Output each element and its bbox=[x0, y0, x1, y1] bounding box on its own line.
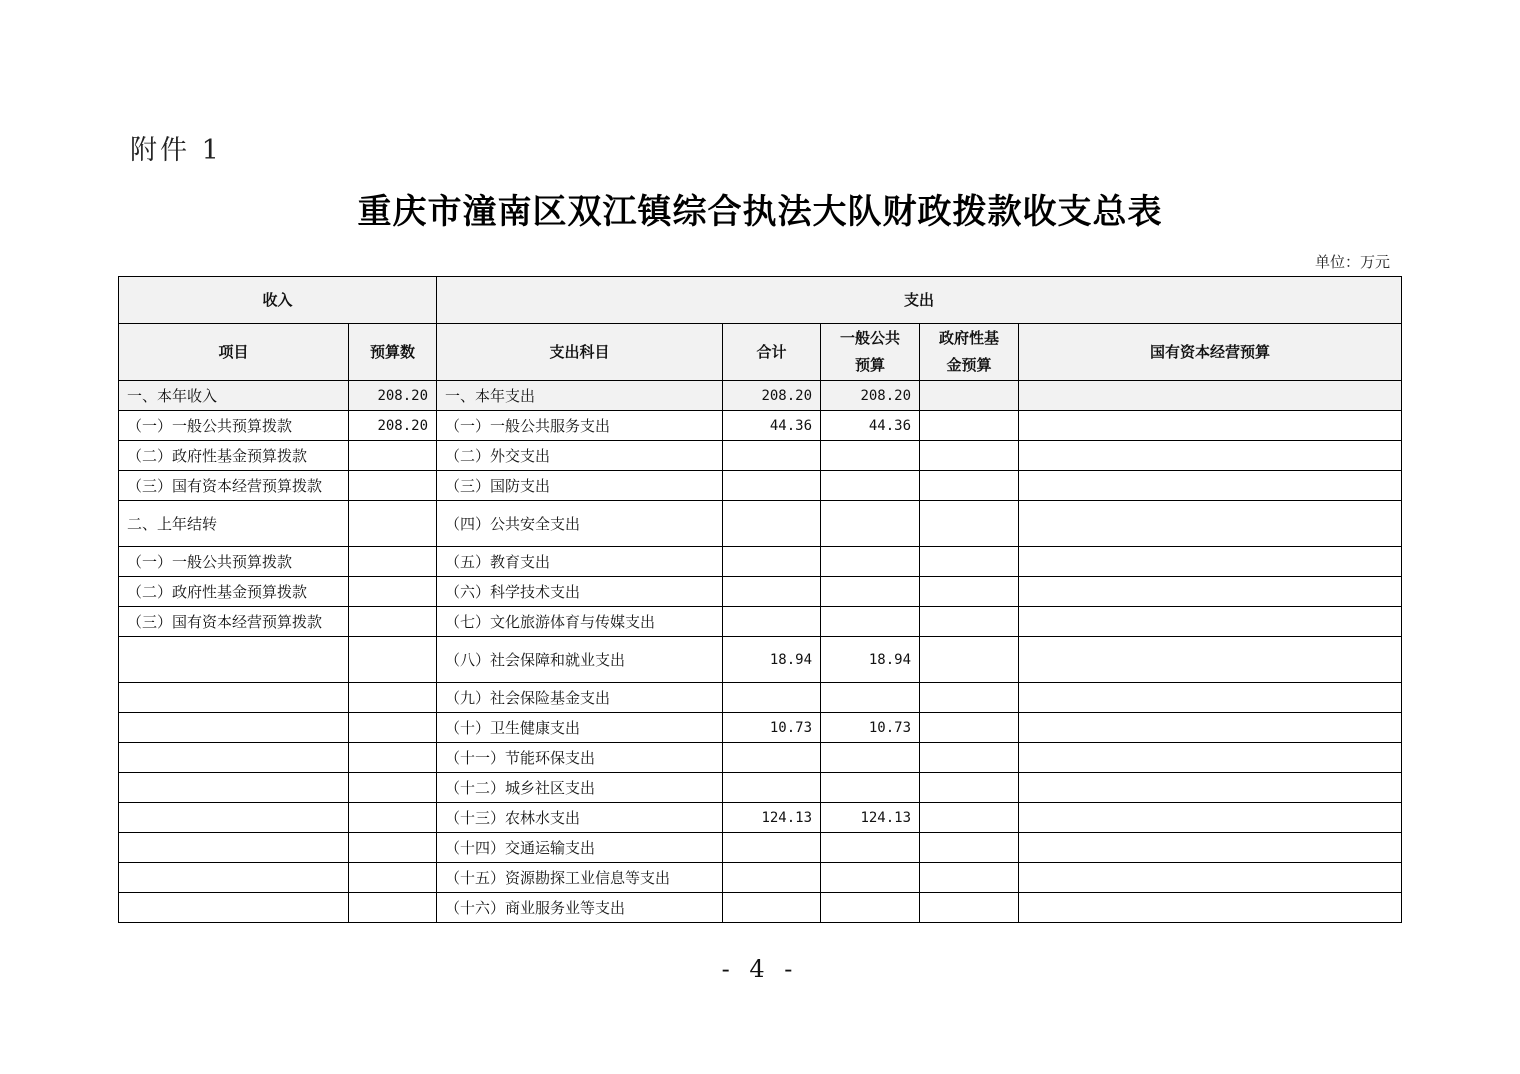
row-item bbox=[119, 743, 349, 773]
income-header: 收入 bbox=[119, 277, 437, 324]
table-row bbox=[119, 893, 1402, 923]
state-capital-header: 国有资本经营预算 bbox=[1019, 324, 1402, 381]
row-fund bbox=[920, 547, 1019, 577]
row-capital bbox=[1019, 411, 1402, 441]
row-fund bbox=[920, 743, 1019, 773]
row-general bbox=[821, 683, 920, 713]
document-title: 重庆市潼南区双江镇综合执法大队财政拨款收支总表 bbox=[357, 192, 1163, 232]
row-item: （一）一般公共预算拨款 bbox=[119, 547, 349, 577]
row-subject: （十六）商业服务业等支出 bbox=[437, 893, 723, 923]
row-capital bbox=[1019, 893, 1402, 923]
row-item: 二、上年结转 bbox=[119, 501, 349, 547]
table-row bbox=[119, 863, 1402, 893]
header-row-sub bbox=[119, 324, 1402, 381]
row-fund bbox=[920, 441, 1019, 471]
header-row-top bbox=[119, 277, 1402, 324]
row-fund bbox=[920, 637, 1019, 683]
gov-fund-header-line1: 政府性基 bbox=[939, 329, 1000, 347]
table-row bbox=[119, 833, 1402, 863]
general-public-header-line2: 预算 bbox=[855, 356, 886, 374]
row-capital bbox=[1019, 863, 1402, 893]
row-subject: （四）公共安全支出 bbox=[437, 501, 723, 547]
row-subject: （十四）交通运输支出 bbox=[437, 833, 723, 863]
row-capital bbox=[1019, 773, 1402, 803]
row-general bbox=[821, 863, 920, 893]
row-general bbox=[821, 501, 920, 547]
table-row bbox=[119, 471, 1402, 501]
row-budget: 208.20 bbox=[349, 381, 437, 411]
row-subject: （五）教育支出 bbox=[437, 547, 723, 577]
row-item bbox=[119, 683, 349, 713]
table-row bbox=[119, 713, 1402, 743]
budget-table bbox=[118, 276, 1402, 923]
row-capital bbox=[1019, 713, 1402, 743]
row-general bbox=[821, 441, 920, 471]
row-budget bbox=[349, 637, 437, 683]
row-budget bbox=[349, 607, 437, 637]
row-subject: （六）科学技术支出 bbox=[437, 577, 723, 607]
row-general: 124.13 bbox=[821, 803, 920, 833]
row-budget bbox=[349, 743, 437, 773]
row-fund bbox=[920, 863, 1019, 893]
row-total bbox=[723, 607, 821, 637]
row-subject: （十一）节能环保支出 bbox=[437, 743, 723, 773]
row-fund bbox=[920, 607, 1019, 637]
row-item bbox=[119, 803, 349, 833]
row-general bbox=[821, 547, 920, 577]
row-budget bbox=[349, 547, 437, 577]
expense-subject-header: 支出科目 bbox=[437, 324, 723, 381]
row-total bbox=[723, 577, 821, 607]
row-subject: （十二）城乡社区支出 bbox=[437, 773, 723, 803]
row-total bbox=[723, 833, 821, 863]
table-row bbox=[119, 607, 1402, 637]
table-row bbox=[119, 773, 1402, 803]
table-row bbox=[119, 411, 1402, 441]
row-total bbox=[723, 863, 821, 893]
row-budget bbox=[349, 713, 437, 743]
row-total bbox=[723, 743, 821, 773]
table-row bbox=[119, 501, 1402, 547]
row-fund bbox=[920, 683, 1019, 713]
row-capital bbox=[1019, 607, 1402, 637]
row-capital bbox=[1019, 441, 1402, 471]
table-row bbox=[119, 683, 1402, 713]
row-subject: （九）社会保险基金支出 bbox=[437, 683, 723, 713]
table-row bbox=[119, 743, 1402, 773]
row-subject: （三）国防支出 bbox=[437, 471, 723, 501]
row-item: （三）国有资本经营预算拨款 bbox=[119, 471, 349, 501]
row-capital bbox=[1019, 381, 1402, 411]
row-general bbox=[821, 577, 920, 607]
row-budget bbox=[349, 893, 437, 923]
row-capital bbox=[1019, 577, 1402, 607]
row-subject: 一、本年支出 bbox=[437, 381, 723, 411]
row-item bbox=[119, 893, 349, 923]
row-total bbox=[723, 773, 821, 803]
row-total: 124.13 bbox=[723, 803, 821, 833]
row-budget bbox=[349, 501, 437, 547]
gov-fund-header-line2: 金预算 bbox=[946, 356, 992, 374]
row-capital bbox=[1019, 833, 1402, 863]
row-general bbox=[821, 607, 920, 637]
general-public-header bbox=[821, 324, 920, 381]
row-item: （二）政府性基金预算拨款 bbox=[119, 441, 349, 471]
row-capital bbox=[1019, 471, 1402, 501]
table-row bbox=[119, 637, 1402, 683]
row-fund bbox=[920, 803, 1019, 833]
row-budget bbox=[349, 683, 437, 713]
row-subject: （二）外交支出 bbox=[437, 441, 723, 471]
row-fund bbox=[920, 713, 1019, 743]
row-general bbox=[821, 773, 920, 803]
row-subject: （七）文化旅游体育与传媒支出 bbox=[437, 607, 723, 637]
row-budget bbox=[349, 803, 437, 833]
row-total bbox=[723, 471, 821, 501]
row-budget bbox=[349, 863, 437, 893]
row-subject: （一）一般公共服务支出 bbox=[437, 411, 723, 441]
row-general bbox=[821, 743, 920, 773]
page-number: - 4 - bbox=[721, 955, 799, 983]
gov-fund-header bbox=[920, 324, 1019, 381]
row-budget bbox=[349, 773, 437, 803]
row-budget bbox=[349, 577, 437, 607]
row-total: 44.36 bbox=[723, 411, 821, 441]
row-total: 10.73 bbox=[723, 713, 821, 743]
row-item bbox=[119, 713, 349, 743]
row-fund bbox=[920, 833, 1019, 863]
row-capital bbox=[1019, 743, 1402, 773]
row-subject: （十）卫生健康支出 bbox=[437, 713, 723, 743]
row-general bbox=[821, 893, 920, 923]
table-row bbox=[119, 441, 1402, 471]
row-item bbox=[119, 833, 349, 863]
row-item bbox=[119, 637, 349, 683]
row-item: （一）一般公共预算拨款 bbox=[119, 411, 349, 441]
row-fund bbox=[920, 411, 1019, 441]
row-fund bbox=[920, 893, 1019, 923]
expense-header: 支出 bbox=[437, 277, 1402, 324]
row-item: （二）政府性基金预算拨款 bbox=[119, 577, 349, 607]
row-capital bbox=[1019, 547, 1402, 577]
row-subject: （八）社会保障和就业支出 bbox=[437, 637, 723, 683]
row-total bbox=[723, 683, 821, 713]
table-row bbox=[119, 577, 1402, 607]
row-item: （三）国有资本经营预算拨款 bbox=[119, 607, 349, 637]
row-total bbox=[723, 441, 821, 471]
row-general bbox=[821, 471, 920, 501]
row-budget bbox=[349, 471, 437, 501]
row-fund bbox=[920, 773, 1019, 803]
row-general: 44.36 bbox=[821, 411, 920, 441]
row-total bbox=[723, 547, 821, 577]
row-item: 一、本年收入 bbox=[119, 381, 349, 411]
row-total: 18.94 bbox=[723, 637, 821, 683]
row-budget bbox=[349, 441, 437, 471]
row-fund bbox=[920, 501, 1019, 547]
row-capital bbox=[1019, 637, 1402, 683]
row-fund bbox=[920, 471, 1019, 501]
row-fund bbox=[920, 381, 1019, 411]
row-subject: （十五）资源勘探工业信息等支出 bbox=[437, 863, 723, 893]
attachment-label: 附件 1 bbox=[130, 135, 222, 166]
table-row bbox=[119, 547, 1402, 577]
unit-label: 单位：万元 bbox=[1314, 253, 1390, 271]
row-capital bbox=[1019, 683, 1402, 713]
row-capital bbox=[1019, 501, 1402, 547]
row-budget: 208.20 bbox=[349, 411, 437, 441]
row-fund bbox=[920, 577, 1019, 607]
row-general: 18.94 bbox=[821, 637, 920, 683]
row-capital bbox=[1019, 803, 1402, 833]
total-header: 合计 bbox=[723, 324, 821, 381]
general-public-header-line1: 一般公共 bbox=[840, 329, 901, 347]
row-item bbox=[119, 773, 349, 803]
row-total: 208.20 bbox=[723, 381, 821, 411]
row-budget bbox=[349, 833, 437, 863]
row-item bbox=[119, 863, 349, 893]
row-total bbox=[723, 501, 821, 547]
row-general bbox=[821, 833, 920, 863]
row-subject: （十三）农林水支出 bbox=[437, 803, 723, 833]
budget-header: 预算数 bbox=[349, 324, 437, 381]
table-row bbox=[119, 803, 1402, 833]
row-general: 208.20 bbox=[821, 381, 920, 411]
row-total bbox=[723, 893, 821, 923]
table-row bbox=[119, 381, 1402, 411]
row-general: 10.73 bbox=[821, 713, 920, 743]
item-header: 项目 bbox=[119, 324, 349, 381]
